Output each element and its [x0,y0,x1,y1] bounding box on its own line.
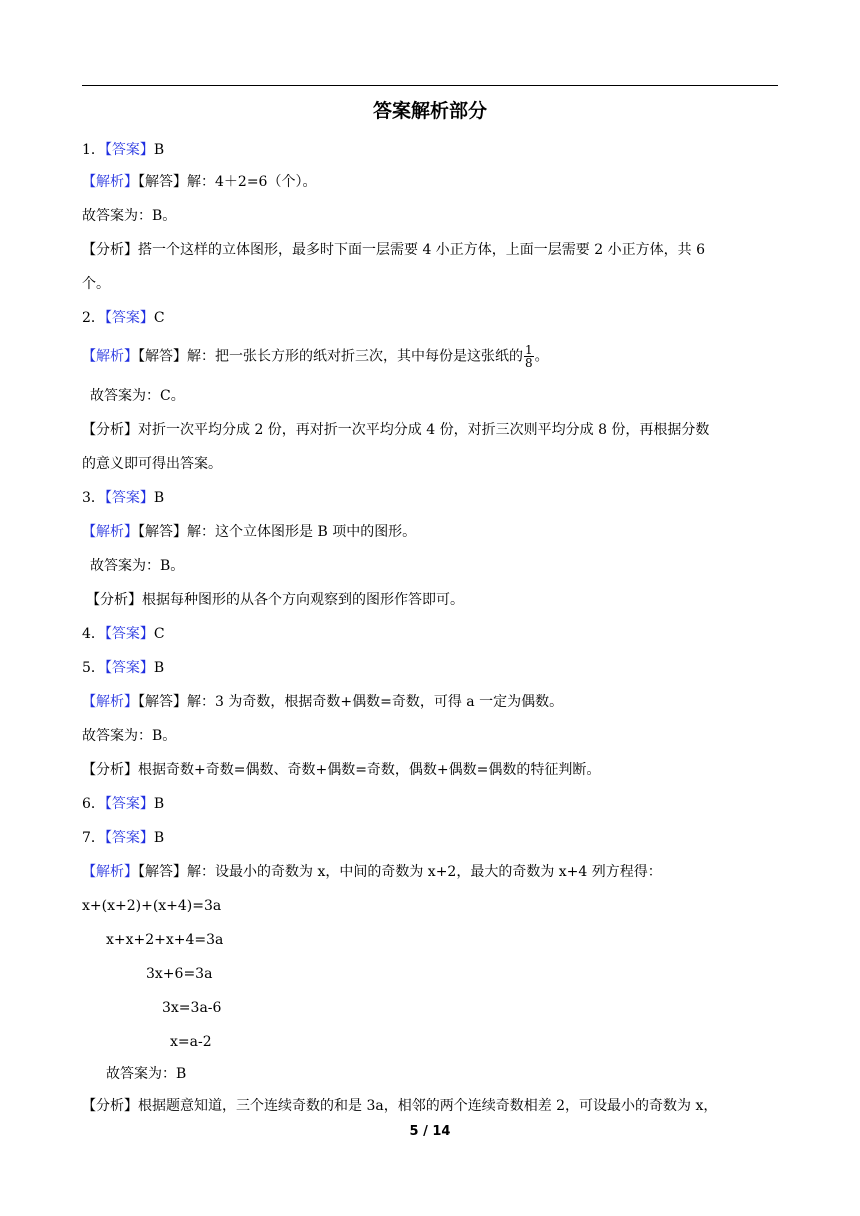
section-tag: 【解析】 [82,864,138,880]
text-line [82,726,176,746]
text-line [82,454,222,474]
text-line [82,692,563,712]
text-line [90,386,185,406]
text-line [90,556,184,576]
line-text: 【分析】对折一次平均分成 2 份，再对折一次平均分成 4 份，对折三次则平均分成 8 份，再根据分数 [82,422,710,438]
item-number: 6． [82,796,105,812]
line-text: 故答案为：B。 [82,728,177,744]
section-tag: 【解析】 [82,524,138,540]
line-text: B [153,142,165,158]
line-text: 个。 [82,276,110,292]
text-line [82,308,165,328]
line-text: 【解答】解：把一张长方形的纸对折三次，其中每份是这张纸的 [138,348,523,365]
text-line [82,344,549,369]
text-line [82,828,164,848]
item-number: 7． [82,830,105,846]
text-line [82,624,165,644]
line-text: B [153,796,165,812]
page-title: 答案解析部分 [372,100,487,122]
line-text: 【解答】解：3 为奇数，根据奇数+偶数=奇数，可得 a 一定为偶数。 [138,694,564,710]
fraction-denominator: 8 [525,356,533,370]
line-text: 【解答】解：这个立体图形是 B 项中的图形。 [138,524,417,540]
page-number: 5 / 14 [409,1124,451,1139]
section-tag: 【答案】 [104,830,154,846]
line-text: 3x=3a-6 [162,1000,222,1016]
line-text: x=a-2 [170,1034,212,1050]
text-line [146,964,212,984]
line-text: 故答案为：B [106,1066,187,1082]
text-line [82,1096,717,1116]
text-line [82,488,164,508]
section-tag: 【答案】 [104,310,154,326]
fraction [524,344,534,369]
fraction-numerator: 1 [525,343,533,357]
section-tag: 【解析】 [82,694,138,710]
line-text: 【分析】根据每种图形的从各个方向观察到的图形作答即可。 [86,592,464,608]
line-text: 的意义即可得出答案。 [82,456,222,472]
text-line [162,998,221,1018]
line-text: x+(x+2)+(x+4)=3a [82,898,222,914]
text-line [82,420,709,440]
line-text: 故答案为：B。 [90,558,185,574]
line-text-after: 。 [534,348,549,365]
text-line [82,794,164,814]
text-line [106,1064,186,1084]
item-number: 3． [82,490,105,506]
text-line [106,930,223,950]
text-line [82,206,176,226]
text-line [82,522,416,542]
line-text: B [153,830,165,846]
line-text: 3x+6=3a [146,966,213,982]
section-tag: 【答案】 [104,626,154,642]
text-line [82,140,164,160]
text-line [82,760,600,780]
text-line [82,240,705,260]
line-text: 【分析】根据题意知道，三个连续奇数的和是 3a，相邻的两个连续奇数相差 2，可设最小的奇数为 x， [82,1098,718,1114]
text-line [82,274,110,294]
item-number: 1． [82,142,105,158]
text-line [82,172,316,192]
section-tag: 【解析】 [82,174,138,190]
section-tag: 【答案】 [104,796,154,812]
item-number: 5． [82,660,105,676]
line-text: 【解答】解：设最小的奇数为 x，中间的奇数为 x+2，最大的奇数为 x+4 列方程得： [138,864,662,880]
line-text: 故答案为：B。 [82,208,177,224]
line-text: 【分析】根据奇数+奇数=偶数、奇数+偶数=奇数，偶数+偶数=偶数的特征判断。 [82,762,601,778]
line-text: 故答案为：C。 [90,388,185,404]
text-line [170,1032,212,1052]
text-line [82,658,164,678]
header-rule [82,85,778,86]
section-tag: 【答案】 [104,142,154,158]
text-line [82,862,662,882]
section-tag: 【解析】 [82,348,138,365]
section-tag: 【答案】 [104,660,154,676]
line-text: 【分析】搭一个这样的立体图形，最多时下面一层需要 4 小正方体，上面一层需要 2 小正方体，共 6 [82,242,705,258]
line-text: C [153,310,165,326]
line-text: B [153,490,165,506]
text-line [82,896,221,916]
line-text: 【解答】解：4＋2=6（个）。 [138,174,317,190]
line-text: x+x+2+x+4=3a [106,932,224,948]
item-number: 4． [82,626,105,642]
text-line [86,590,464,610]
line-text: C [153,626,165,642]
item-number: 2． [82,310,105,326]
line-text: B [153,660,165,676]
section-tag: 【答案】 [104,490,154,506]
